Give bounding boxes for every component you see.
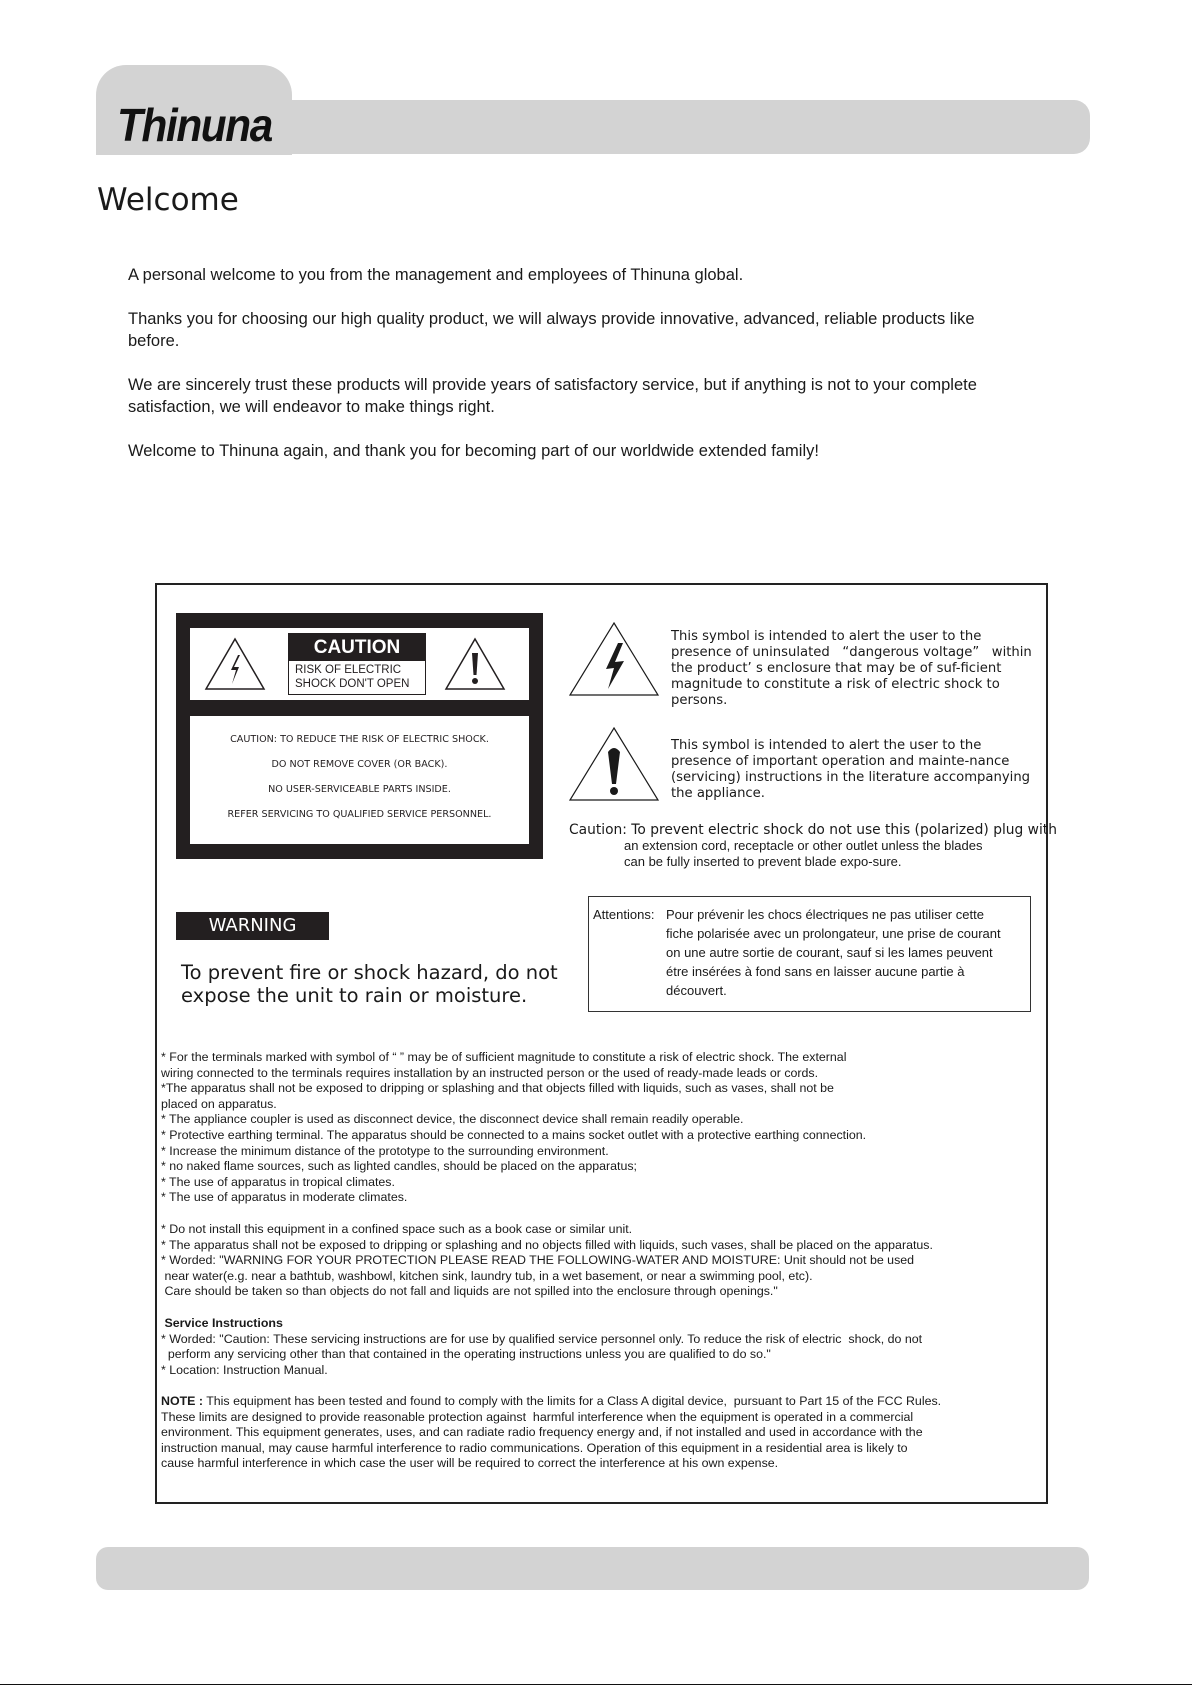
- lightning-warning-icon: [204, 637, 266, 691]
- note-line: instruction manual, may cause harmful interference to radio communications. Operation of this equipment in a residential area is likely to: [161, 1440, 908, 1455]
- symbol-text-line: magnitude to constitute a risk of electric shock to: [671, 677, 1000, 692]
- safety-note: near water(e.g. near a bathtub, washbowl, kitchen sink, laundry tub, in a wet basement, or near a swimming pool, etc).: [161, 1268, 813, 1283]
- service-instructions-heading: Service Instructions: [161, 1316, 283, 1330]
- attentions-line: on une autre sortie de courant, sauf si les lames peuvent: [666, 945, 993, 960]
- caution-instructions: [190, 733, 529, 833]
- safety-note: * For the terminals marked with symbol of “ ” may be of sufficient magnitude to constitute a risk of electric shock. The external: [161, 1050, 847, 1064]
- note-line: cause harmful interference in which case the user will be required to correct the interference at his own expense.: [161, 1456, 779, 1471]
- safety-note: * The apparatus shall not be exposed to dripping or splashing and no objects filled with liquids, such vases, shall be placed on the apparatus.: [161, 1237, 933, 1252]
- caution-line: DO NOT REMOVE COVER (OR BACK).: [271, 759, 448, 770]
- fcc-note: [161, 1394, 1045, 1472]
- safety-note: * Increase the minimum distance of the prototype to the surrounding environment.: [161, 1143, 609, 1158]
- safety-note: * Location: Instruction Manual.: [161, 1362, 328, 1377]
- warning-line: expose the unit to rain or moisture.: [181, 984, 528, 1007]
- symbol-text-line: presence of uninsulated “dangerous voltage” within: [671, 645, 1032, 660]
- caution-subtitle-line: SHOCK DON'T OPEN: [295, 678, 410, 690]
- symbol-text-line: This symbol is intended to alert the user to the: [671, 629, 982, 644]
- caution-title: CAUTION: [289, 634, 425, 661]
- safety-note: * The use of apparatus in moderate climates.: [161, 1190, 408, 1205]
- warning-text: [181, 961, 558, 1007]
- safety-note: *The apparatus shall not be exposed to dripping or splashing and that objects filled with liquids, such as vases, shall not be: [161, 1081, 834, 1096]
- note-line: These limits are designed to provide reasonable protection against harmful interference when the equipment is operated in a commercial: [161, 1409, 914, 1424]
- attentions-label: Attentions:: [593, 907, 655, 922]
- intro-paragraph: A personal welcome to you from the management and employees of Thinuna global.: [128, 266, 744, 284]
- caution-subtitle: [295, 663, 409, 691]
- safety-notes-group-2: [161, 1222, 1045, 1300]
- plug-caution-line: an extension cord, receptacle or other outlet unless the blades: [624, 838, 983, 853]
- note-label: NOTE :: [161, 1394, 203, 1408]
- caution-line: NO USER-SERVICEABLE PARTS INSIDE.: [268, 784, 451, 795]
- note-line: environment. This equipment generates, uses, and can radiate radio frequency energy and, if not installed and used in accordance with the: [161, 1425, 923, 1440]
- symbol-text-line: This symbol is intended to alert the user to the: [671, 738, 982, 753]
- footer-bar: [96, 1547, 1089, 1590]
- intro-paragraph: We are sincerely trust these products will provide years of satisfactory service, but if anything is not to your complete satisfaction, we will endeavor to make things right.: [128, 376, 977, 416]
- safety-note: * Worded: "WARNING FOR YOUR PROTECTION PLEASE READ THE FOLLOWING-WATER AND MOISTURE: Unit should not be used: [161, 1253, 915, 1268]
- plug-caution: [569, 822, 1057, 870]
- exclamation-warning-icon: [444, 637, 506, 691]
- safety-note: * Protective earthing terminal. The apparatus should be connected to a mains socket outlet with a protective earthing connection.: [161, 1127, 867, 1142]
- exclamation-warning-icon: [568, 726, 660, 802]
- safety-note: placed on apparatus.: [161, 1096, 277, 1111]
- symbol-text-line: the product’ s enclosure that may be of suf-ficient: [671, 661, 1002, 676]
- safety-note: perform any servicing other than that contained in the operating instructions unless you are qualified to do so.": [161, 1347, 771, 1362]
- lightning-warning-icon: [568, 621, 660, 697]
- plug-caution-line: Caution: To prevent electric shock do not use this (polarized) plug with: [569, 822, 1057, 838]
- symbol-description-instructions: [671, 738, 1030, 802]
- brand-logo: Thinuna: [117, 99, 272, 151]
- symbol-text-line: the appliance.: [671, 786, 765, 801]
- caution-line: CAUTION: TO REDUCE THE RISK OF ELECTRIC SHOCK.: [230, 734, 489, 745]
- warning-badge: WARNING: [176, 912, 329, 940]
- attentions-line: fiche polarisée avec un prolongateur, une prise de courant: [666, 926, 1001, 941]
- symbol-text-line: (servicing) instructions in the literature accompanying: [671, 770, 1031, 785]
- safety-note: wiring connected to the terminals requires installation by an instructed person or the used of ready-made leads or cords.: [161, 1065, 819, 1080]
- caution-line: REFER SERVICING TO QUALIFIED SERVICE PERSONNEL.: [227, 809, 492, 820]
- safety-notes-group-1: [161, 1050, 1045, 1206]
- attentions-line: Pour prévenir les chocs électriques ne pas utiliser cette: [666, 907, 984, 922]
- symbol-text-line: presence of important operation and mainte-nance: [671, 754, 1010, 769]
- note-line: This equipment has been tested and found to comply with the limits for a Class A digital device, pursuant to Part 15 of the FCC Rules.: [203, 1394, 942, 1408]
- caution-subtitle-line: RISK OF ELECTRIC: [295, 664, 402, 676]
- safety-note: * Do not install this equipment in a confined space such as a book case or similar unit.: [161, 1222, 633, 1236]
- intro-text: [128, 264, 1008, 484]
- safety-note: * The appliance coupler is used as disconnect device, the disconnect device shall remain readily operable.: [161, 1112, 744, 1127]
- symbol-text-line: persons.: [671, 693, 728, 708]
- intro-paragraph: Welcome to Thinuna again, and thank you for becoming part of our worldwide extended family!: [128, 442, 819, 460]
- attentions-line: découvert.: [666, 983, 727, 998]
- safety-note: * no naked flame sources, such as lighted candles, should be placed on the apparatus;: [161, 1159, 637, 1174]
- safety-note: Care should be taken so than objects do not fall and liquids are not spilled into the enclosure through openings.": [161, 1284, 778, 1299]
- service-instructions: [161, 1316, 1045, 1378]
- intro-paragraph: Thanks you for choosing our high quality product, we will always provide innovative, advanced, reliable products like before.: [128, 310, 975, 350]
- page-title: Welcome: [97, 182, 239, 218]
- safety-note: * Worded: "Caution: These servicing instructions are for use by qualified service personnel only. To reduce the risk of electric shock, do not: [161, 1331, 923, 1346]
- attentions-line: étre insérées à fond sans en laisser aucune partie à: [666, 964, 965, 979]
- plug-caution-line: can be fully inserted to prevent blade expo-sure.: [624, 854, 902, 869]
- symbol-description-voltage: [671, 629, 1032, 709]
- safety-note: * The use of apparatus in tropical climates.: [161, 1174, 395, 1189]
- warning-line: To prevent fire or shock hazard, do not: [181, 961, 558, 984]
- attentions-text: [666, 905, 1030, 1000]
